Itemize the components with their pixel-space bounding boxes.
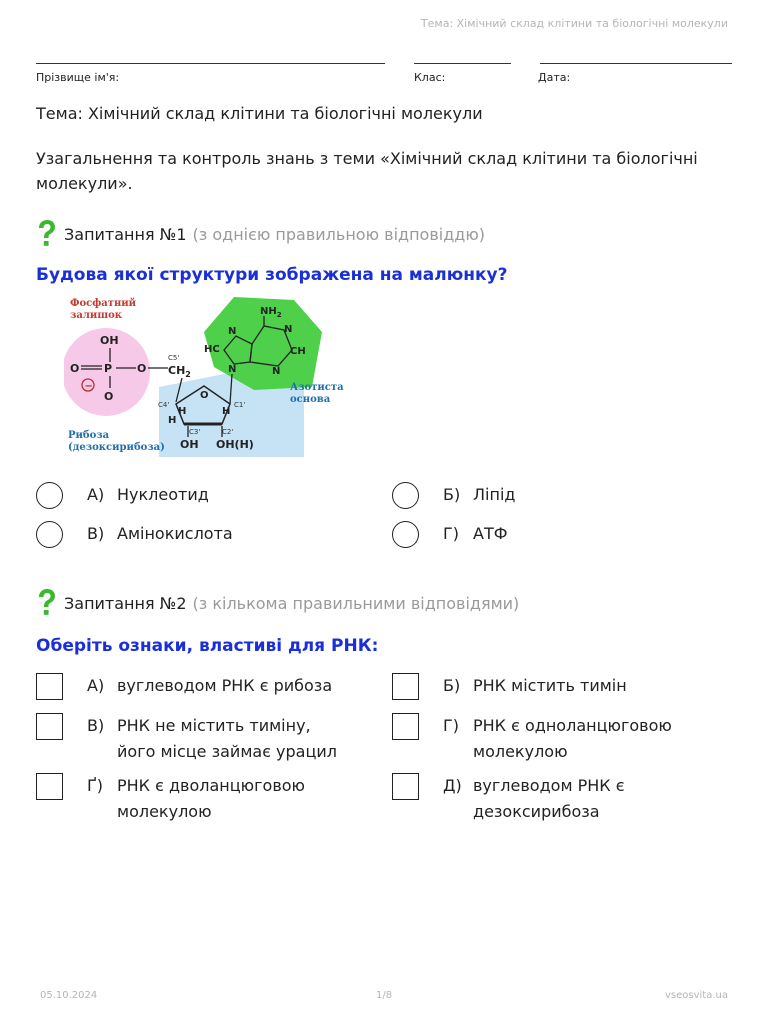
question-1-hint: (з однією правильною відповіддю) xyxy=(192,224,486,244)
name-line[interactable] xyxy=(36,63,385,64)
option-letter: А) xyxy=(87,676,105,695)
option-letter: А) xyxy=(87,485,105,504)
checkbox[interactable] xyxy=(36,673,63,700)
option-text: вуглеводом РНК є рибоза xyxy=(117,676,333,695)
radio-button[interactable] xyxy=(36,521,63,548)
question-2-hint: (з кількома правильними відповідями) xyxy=(192,593,520,613)
ch2-label: CH xyxy=(168,364,186,377)
radio-button[interactable] xyxy=(36,482,63,509)
phosphate-o-bottom: O xyxy=(104,390,114,403)
question-1-header xyxy=(36,219,485,249)
checkbox[interactable] xyxy=(392,673,419,700)
option-text: вуглеводом РНК є дезоксирибоза xyxy=(473,776,625,821)
question-mark-icon xyxy=(36,219,58,249)
phosphate-p: P xyxy=(104,362,113,375)
ribose-label-1: Рибоза xyxy=(68,430,110,441)
question-2-title: Запитання №2 xyxy=(64,593,187,613)
base-hc: HC xyxy=(204,344,220,355)
ribose-oh: OH xyxy=(180,438,199,451)
base-ch: CH xyxy=(290,346,306,357)
base-n9: N xyxy=(228,364,237,375)
date-label: Дата: xyxy=(538,71,571,84)
option-letter: Д) xyxy=(443,776,462,795)
question-mark-icon xyxy=(36,588,58,618)
phosphate-o-left: O xyxy=(70,362,80,375)
c1-label: C1' xyxy=(234,401,246,409)
option-text: РНК є дволанцюговою молекулою xyxy=(117,776,306,821)
radio-button[interactable] xyxy=(392,521,419,548)
q1-option-a[interactable] xyxy=(36,482,209,509)
option-letter: Г) xyxy=(443,524,459,543)
option-text: Амінокислота xyxy=(117,524,233,543)
question-1-text: Будова якої структури зображена на малюнку? xyxy=(36,265,508,285)
h-4: H xyxy=(178,406,187,417)
base-nh2-sub: 2 xyxy=(276,311,282,319)
base-label-1: Азотиста xyxy=(290,382,344,393)
option-letter: Б) xyxy=(443,676,461,695)
q2-option-ge[interactable] xyxy=(36,773,305,825)
c2-label: C2' xyxy=(222,428,234,436)
footer-date: 05.10.2024 xyxy=(40,990,98,1001)
ribose-o: O xyxy=(200,390,209,401)
q2-option-g[interactable] xyxy=(392,713,672,765)
svg-text:CH2 xyxy=(168,364,191,379)
q2-option-a[interactable] xyxy=(36,673,332,700)
phosphate-label-2: залишок xyxy=(70,310,122,321)
q1-option-b[interactable] xyxy=(392,482,515,509)
option-letter: В) xyxy=(87,524,105,543)
phosphate-o-right: O xyxy=(137,362,147,375)
base-label-2: основа xyxy=(290,394,331,405)
base-n1: N xyxy=(284,324,293,335)
h-1: H xyxy=(222,406,231,417)
option-text: Нуклеотид xyxy=(117,485,209,504)
c3-label: C3' xyxy=(189,428,201,436)
q1-option-g[interactable] xyxy=(392,521,508,548)
header-title: Тема: Хімічний склад клітини та біологічні молекули xyxy=(420,17,728,30)
ribose-label-2: (дезоксирибоза) xyxy=(68,442,165,453)
checkbox[interactable] xyxy=(392,773,419,800)
summary-text: Узагальнення та контроль знань з теми «Хімічний склад клітини та біологічні молекули». xyxy=(36,149,698,193)
checkbox[interactable] xyxy=(392,713,419,740)
option-text: АТФ xyxy=(473,524,508,543)
option-text: РНК містить тимін xyxy=(473,676,627,695)
q1-option-v[interactable] xyxy=(36,521,233,548)
checkbox[interactable] xyxy=(36,773,63,800)
base-nh2: NH xyxy=(260,306,277,317)
name-label: Прізвище ім'я: xyxy=(36,71,120,84)
q2-option-d[interactable] xyxy=(392,773,625,825)
question-1-title: Запитання №1 xyxy=(64,224,187,244)
footer-page: 1/8 xyxy=(376,990,393,1001)
base-n7: N xyxy=(228,326,237,337)
option-letter: Ґ) xyxy=(87,776,103,795)
ch2-sub: 2 xyxy=(185,370,191,379)
option-text: РНК не містить тиміну, його місце займає урацил xyxy=(117,716,337,761)
option-letter: Г) xyxy=(443,716,459,735)
phosphate-oh: OH xyxy=(100,334,119,347)
topic-title: Тема: Хімічний склад клітини та біологічні молекули xyxy=(36,104,483,123)
question-2-header xyxy=(36,588,519,618)
question-2-text: Оберіть ознаки, властиві для РНК: xyxy=(36,636,379,656)
nucleotide-diagram xyxy=(64,292,364,462)
c4-label: C4' xyxy=(158,401,170,409)
phosphate-label-1: Фосфатний xyxy=(70,298,137,309)
option-text: Ліпід xyxy=(473,485,516,504)
option-letter: В) xyxy=(87,716,105,735)
checkbox[interactable] xyxy=(36,713,63,740)
h-3: H xyxy=(168,415,177,426)
c5-label: C5' xyxy=(168,354,180,362)
class-label: Клас: xyxy=(414,71,446,84)
ribose-oh-h: OH(H) xyxy=(216,438,254,451)
class-line[interactable] xyxy=(414,63,511,64)
base-n3: N xyxy=(272,366,281,377)
phosphate-charge: − xyxy=(84,381,93,392)
footer-site[interactable]: vseosvita.ua xyxy=(665,990,728,1001)
option-letter: Б) xyxy=(443,485,461,504)
option-text: РНК є одноланцюговою молекулою xyxy=(473,716,672,761)
q2-option-b[interactable] xyxy=(392,673,627,700)
date-line[interactable] xyxy=(540,63,732,64)
radio-button[interactable] xyxy=(392,482,419,509)
q2-option-v[interactable] xyxy=(36,713,337,765)
